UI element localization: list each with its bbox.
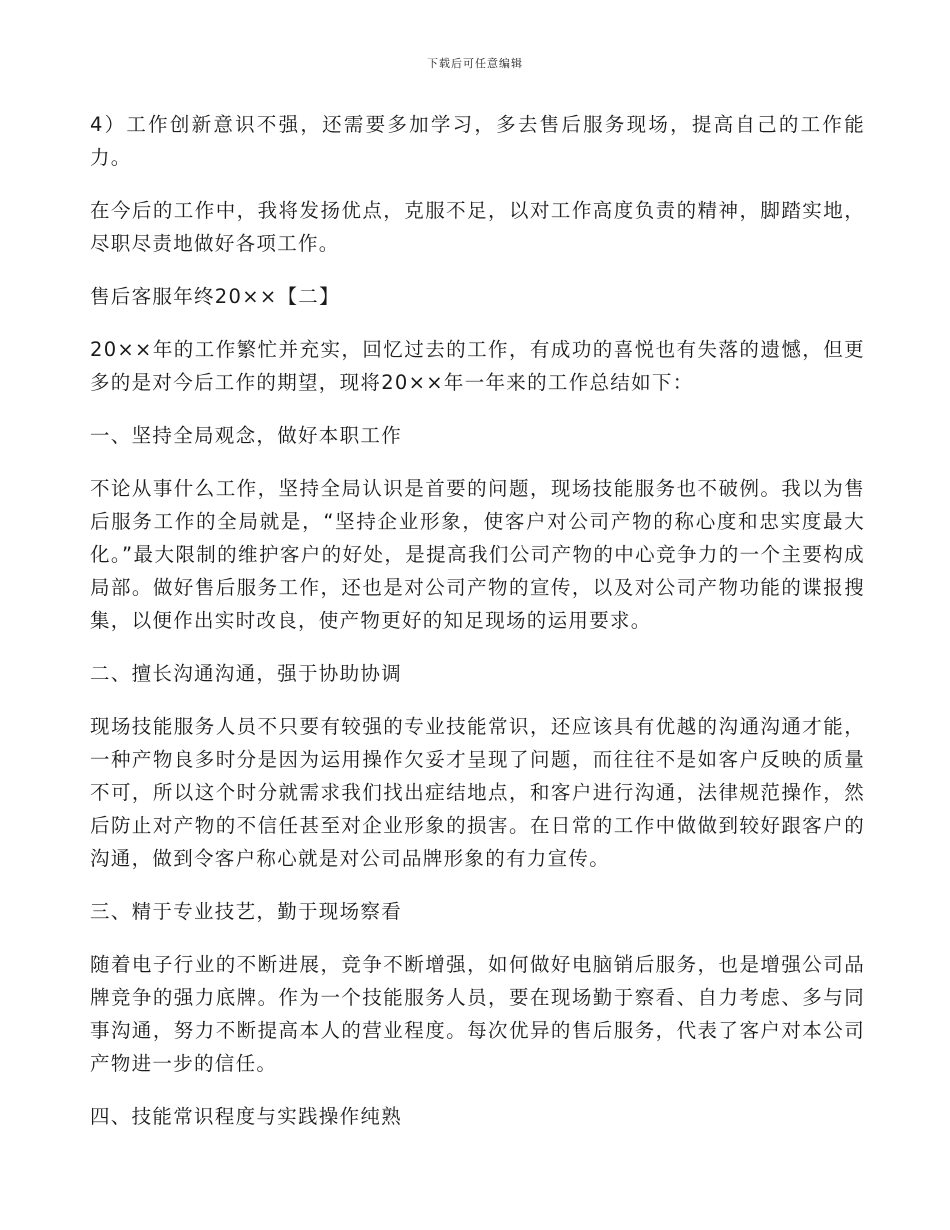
paragraph-section-2: 现场技能服务人员不只要有较强的专业技能常识，还应该具有优越的沟通沟通才能，一种产物良多时分是因为运用操作欠妥才呈现了问题，而往往不是如客户反映的质量不可，所以这个时分就需求我们找出症结地点，和客户进行沟通，法律规范操作，然后防止对产物的不信任甚至对企业形象的损害。在日常的工作中做做到较好跟客户的沟通，做到令客户称心就是对公司品牌形象的有力宣传。 xyxy=(90,715,865,870)
paragraph-shortcoming-4: 4）工作创新意识不强，还需要多加学习，多去售后服务现场，提高自己的工作能力。 xyxy=(90,113,865,169)
heading-section-4: 四、技能常识程度与实践操作纯熟 xyxy=(90,1105,403,1128)
document-body xyxy=(90,108,865,1153)
paragraph-future-commitment: 在今后的工作中，我将发扬优点，克服不足，以对工作高度负责的精神，脚踏实地，尽职尽责地做好各项工作。 xyxy=(90,199,865,255)
heading-section-3: 三、精于专业技艺，勤于现场察看 xyxy=(90,900,403,923)
heading-section-1: 一、坚持全局观念，做好本职工作 xyxy=(90,424,403,447)
paragraph-year-intro: 20××年的工作繁忙并充实，回忆过去的工作，有成功的喜悦也有失落的遗憾，但更多的是对今后工作的期望，现将20××年一年来的工作总结如下： xyxy=(90,338,865,394)
paragraph-section-1: 不论从事什么工作，坚持全局认识是首要的问题，现场技能服务也不破例。我以为售后服务工作的全局就是，“坚持企业形象，使客户对公司产物的称心度和忠实度最大化。”最大限制的维护客户的好处，是提高我们公司产物的中心竞争力的一个主要构成局部。做好售后服务工作，还也是对公司产物的宣传，以及对公司产物功能的谍报搜集，以便作出实时改良，使产物更好的知足现场的运用要求。 xyxy=(90,477,865,632)
section-title-part-two: 售后客服年终20××【二】 xyxy=(90,285,340,308)
paragraph-section-3: 随着电子行业的不断进展，竞争不断增强，如何做好电脑销后服务，也是增强公司品牌竞争的强力底牌。作为一个技能服务人员，要在现场勤于察看、自力考虑、多与同事沟通，努力不断提高本人的营业程度。每次优异的售后服务，代表了客户对本公司产物进一步的信任。 xyxy=(90,953,865,1075)
heading-section-2: 二、擅长沟通沟通，强于协助协调 xyxy=(90,662,403,685)
page-header: 下载后可任意编辑 xyxy=(427,57,523,70)
